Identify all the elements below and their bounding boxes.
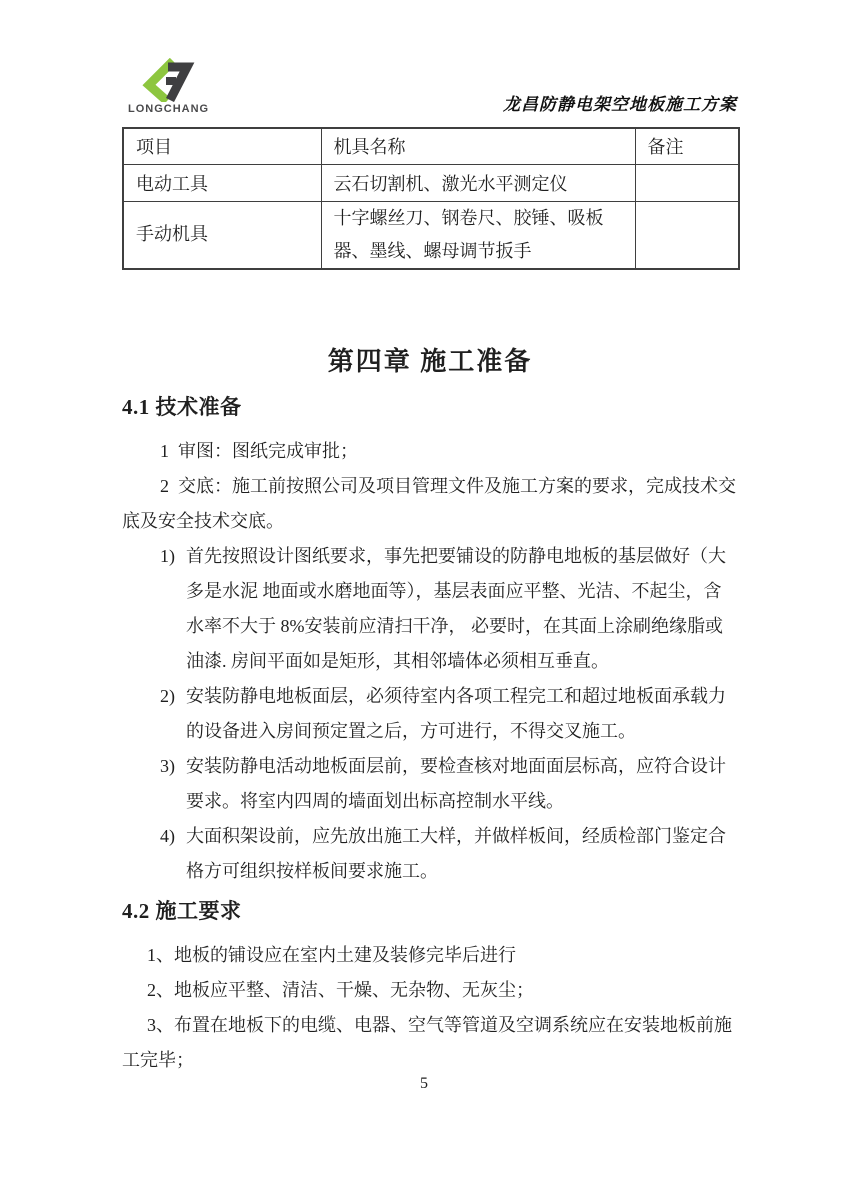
page-number: 5	[420, 1075, 428, 1092]
logo-wordmark: LONGCHANG	[128, 103, 210, 115]
section-4-1-body	[122, 434, 738, 889]
section-4-1-title: 4.1 技术准备	[122, 395, 242, 419]
list-item-number: 1)	[160, 546, 175, 566]
list-item-text: 首先按照设计图纸要求，事先把要铺设的防静电地板的基层做好（大多是水泥 地面或水磨地面等），基层表面应平整、光洁、不起尘，含水率不大于 8%安装前应清扫干净， 必要时，在其面上涂刷绝缘脂或油漆. 房间平面如是矩形，其相邻墙体必须相互垂直。	[186, 546, 726, 671]
table-cell-item: 手动机具	[123, 201, 321, 269]
list-item	[122, 539, 738, 679]
table-cell-tools: 云石切割机、激光水平测定仪	[321, 164, 635, 201]
table-header-tool-name: 机具名称	[321, 128, 635, 164]
company-logo	[128, 58, 218, 115]
list-item-text: 大面积架设前，应先放出施工大样，并做样板间，经质检部门鉴定合格方可组织按样板间要求施工。	[186, 826, 726, 881]
list-item: 3、布置在地板下的电缆、电器、空气等管道及空调系统应在安装地板前施工完毕；	[122, 1015, 732, 1070]
list-item: 2、地板应平整、清洁、干燥、无杂物、无灰尘；	[147, 980, 534, 1000]
table-cell-note	[635, 164, 739, 201]
list-item	[122, 679, 738, 749]
table-header-row	[123, 128, 739, 164]
table-row	[123, 201, 739, 269]
section-4-2-body	[122, 938, 738, 1078]
list-item-text: 安装防静电地板面层，必须待室内各项工程完工和超过地板面承载力的设备进入房间预定置之后，方可进行，不得交叉施工。	[186, 686, 726, 741]
list-item-number: 3)	[160, 756, 175, 776]
document-header-title: 龙昌防静电架空地板施工方案	[503, 95, 737, 114]
paragraph: 1 审图：图纸完成审批；	[160, 441, 358, 461]
list-item-text: 安装防静电活动地板面层前，要检查核对地面面层标高，应符合设计要求。将室内四周的墙面划出标高控制水平线。	[186, 756, 726, 811]
list-item-number: 4)	[160, 826, 175, 846]
table-header-note: 备注	[635, 128, 739, 164]
list-item: 1、地板的铺设应在室内土建及装修完毕后进行	[147, 945, 516, 965]
table-header-item: 项目	[123, 128, 321, 164]
table-cell-note	[635, 201, 739, 269]
table-cell-tools: 十字螺丝刀、钢卷尺、胶锤、吸板器、墨线、螺母调节扳手	[321, 201, 635, 269]
table-row	[123, 164, 739, 201]
list-item	[122, 749, 738, 819]
paragraph: 2 交底：施工前按照公司及项目管理文件及施工方案的要求，完成技术交底及安全技术交底。	[122, 476, 736, 531]
list-item	[122, 819, 738, 889]
list-item-number: 2)	[160, 686, 175, 706]
section-4-2-title: 4.2 施工要求	[122, 899, 242, 923]
chapter-title: 第四章 施工准备	[327, 347, 533, 376]
table-cell-item: 电动工具	[123, 164, 321, 201]
longchang-logo-icon	[142, 58, 196, 102]
tools-table	[122, 127, 740, 270]
